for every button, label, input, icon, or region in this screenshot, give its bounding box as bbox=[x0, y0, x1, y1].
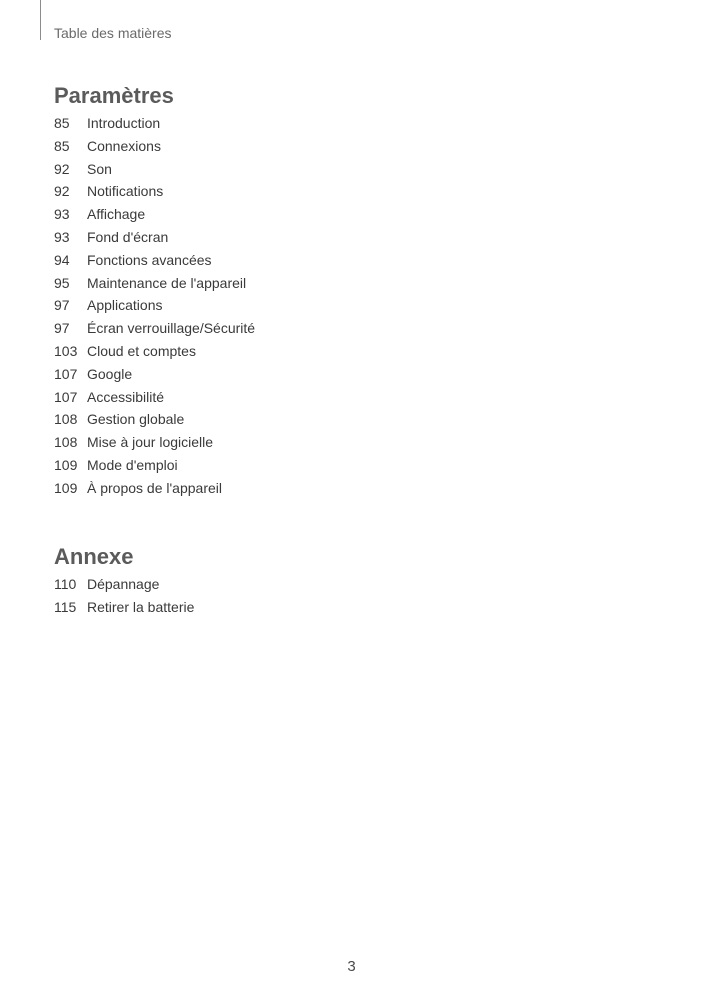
toc-page-number: 85 bbox=[54, 137, 70, 154]
toc-entry-label: Connexions bbox=[87, 137, 161, 154]
toc-entry-label: Écran verrouillage/Sécurité bbox=[87, 320, 256, 337]
running-header-title: Table des matières bbox=[54, 25, 172, 41]
toc-page-number: 92 bbox=[54, 160, 70, 177]
toc-page-number: 103 bbox=[54, 342, 78, 359]
section-heading: Annexe bbox=[54, 544, 134, 569]
toc-page-number: 107 bbox=[54, 388, 78, 405]
toc-entry-label: Introduction bbox=[87, 115, 161, 131]
toc-entry-label: Fonctions avancées bbox=[87, 251, 212, 268]
toc-entry-cloud-comptes[interactable] bbox=[54, 340, 454, 363]
toc-entry-affichage[interactable] bbox=[54, 203, 454, 226]
toc-entry-label: Mise à jour logicielle bbox=[87, 434, 214, 451]
toc-page-number: 97 bbox=[54, 320, 70, 337]
toc-entry-label: Retirer la batterie bbox=[87, 598, 195, 615]
toc-entry-applications[interactable] bbox=[54, 294, 454, 317]
toc-entry-label: Accessibilité bbox=[87, 388, 165, 405]
toc-entry-maintenance[interactable] bbox=[54, 272, 454, 295]
toc-entry-label: Dépannage bbox=[87, 576, 160, 592]
toc-page-number: 92 bbox=[54, 183, 70, 200]
toc-entry-label: À propos de l'appareil bbox=[87, 479, 222, 496]
toc-entry-introduction[interactable] bbox=[54, 112, 454, 135]
toc-entry-google[interactable] bbox=[54, 363, 454, 386]
toc-entry-fonctions-avancees[interactable] bbox=[54, 249, 454, 272]
toc-entry-mise-a-jour[interactable] bbox=[54, 431, 454, 454]
toc-entry-ecran-verrouillage[interactable] bbox=[54, 317, 454, 340]
toc-page-number: 115 bbox=[54, 598, 77, 615]
toc-entry-label: Applications bbox=[87, 297, 163, 314]
toc-entry-label: Affichage bbox=[87, 206, 146, 223]
toc-entry-accessibilite[interactable] bbox=[54, 386, 454, 409]
toc-section-annexe bbox=[54, 543, 454, 619]
toc-page-number: 108 bbox=[54, 411, 78, 428]
toc-entry-label: Gestion globale bbox=[87, 411, 185, 428]
toc-page-number: 107 bbox=[54, 365, 78, 382]
toc-entry-gestion-globale[interactable] bbox=[54, 408, 454, 431]
toc-page-number: 108 bbox=[54, 434, 78, 451]
toc-page-number: 85 bbox=[54, 115, 70, 131]
toc-page-number: 94 bbox=[54, 251, 70, 268]
toc-page-number: 93 bbox=[54, 206, 70, 223]
toc-page-number: 109 bbox=[54, 479, 78, 496]
toc-entry-son[interactable] bbox=[54, 158, 454, 181]
toc-entry-label: Mode d'emploi bbox=[87, 456, 178, 473]
toc-entry-label: Notifications bbox=[87, 183, 164, 200]
toc-entry-label: Son bbox=[87, 160, 112, 177]
page-number: 3 bbox=[347, 958, 356, 975]
toc-page-number: 93 bbox=[54, 228, 70, 245]
toc-page-number: 110 bbox=[54, 576, 77, 592]
toc-entry-depannage[interactable] bbox=[54, 573, 454, 596]
toc-entry-retirer-batterie[interactable] bbox=[54, 596, 454, 619]
toc-entry-label: Google bbox=[87, 365, 133, 382]
header-divider bbox=[40, 0, 41, 40]
toc-entry-mode-emploi[interactable] bbox=[54, 454, 454, 477]
toc-page-number: 109 bbox=[54, 456, 78, 473]
toc-page-number: 95 bbox=[54, 274, 70, 291]
toc-entry-fond-ecran[interactable] bbox=[54, 226, 454, 249]
toc-entry-label: Maintenance de l'appareil bbox=[87, 274, 247, 291]
toc-entry-label: Fond d'écran bbox=[87, 228, 169, 245]
toc-entry-label: Cloud et comptes bbox=[87, 342, 196, 359]
toc-page-number: 97 bbox=[54, 297, 70, 314]
toc-entry-notifications[interactable] bbox=[54, 180, 454, 203]
toc-section-parametres bbox=[54, 82, 454, 500]
section-heading: Paramètres bbox=[54, 83, 174, 108]
toc-entry-connexions[interactable] bbox=[54, 135, 454, 158]
toc-entry-a-propos[interactable] bbox=[54, 477, 454, 500]
